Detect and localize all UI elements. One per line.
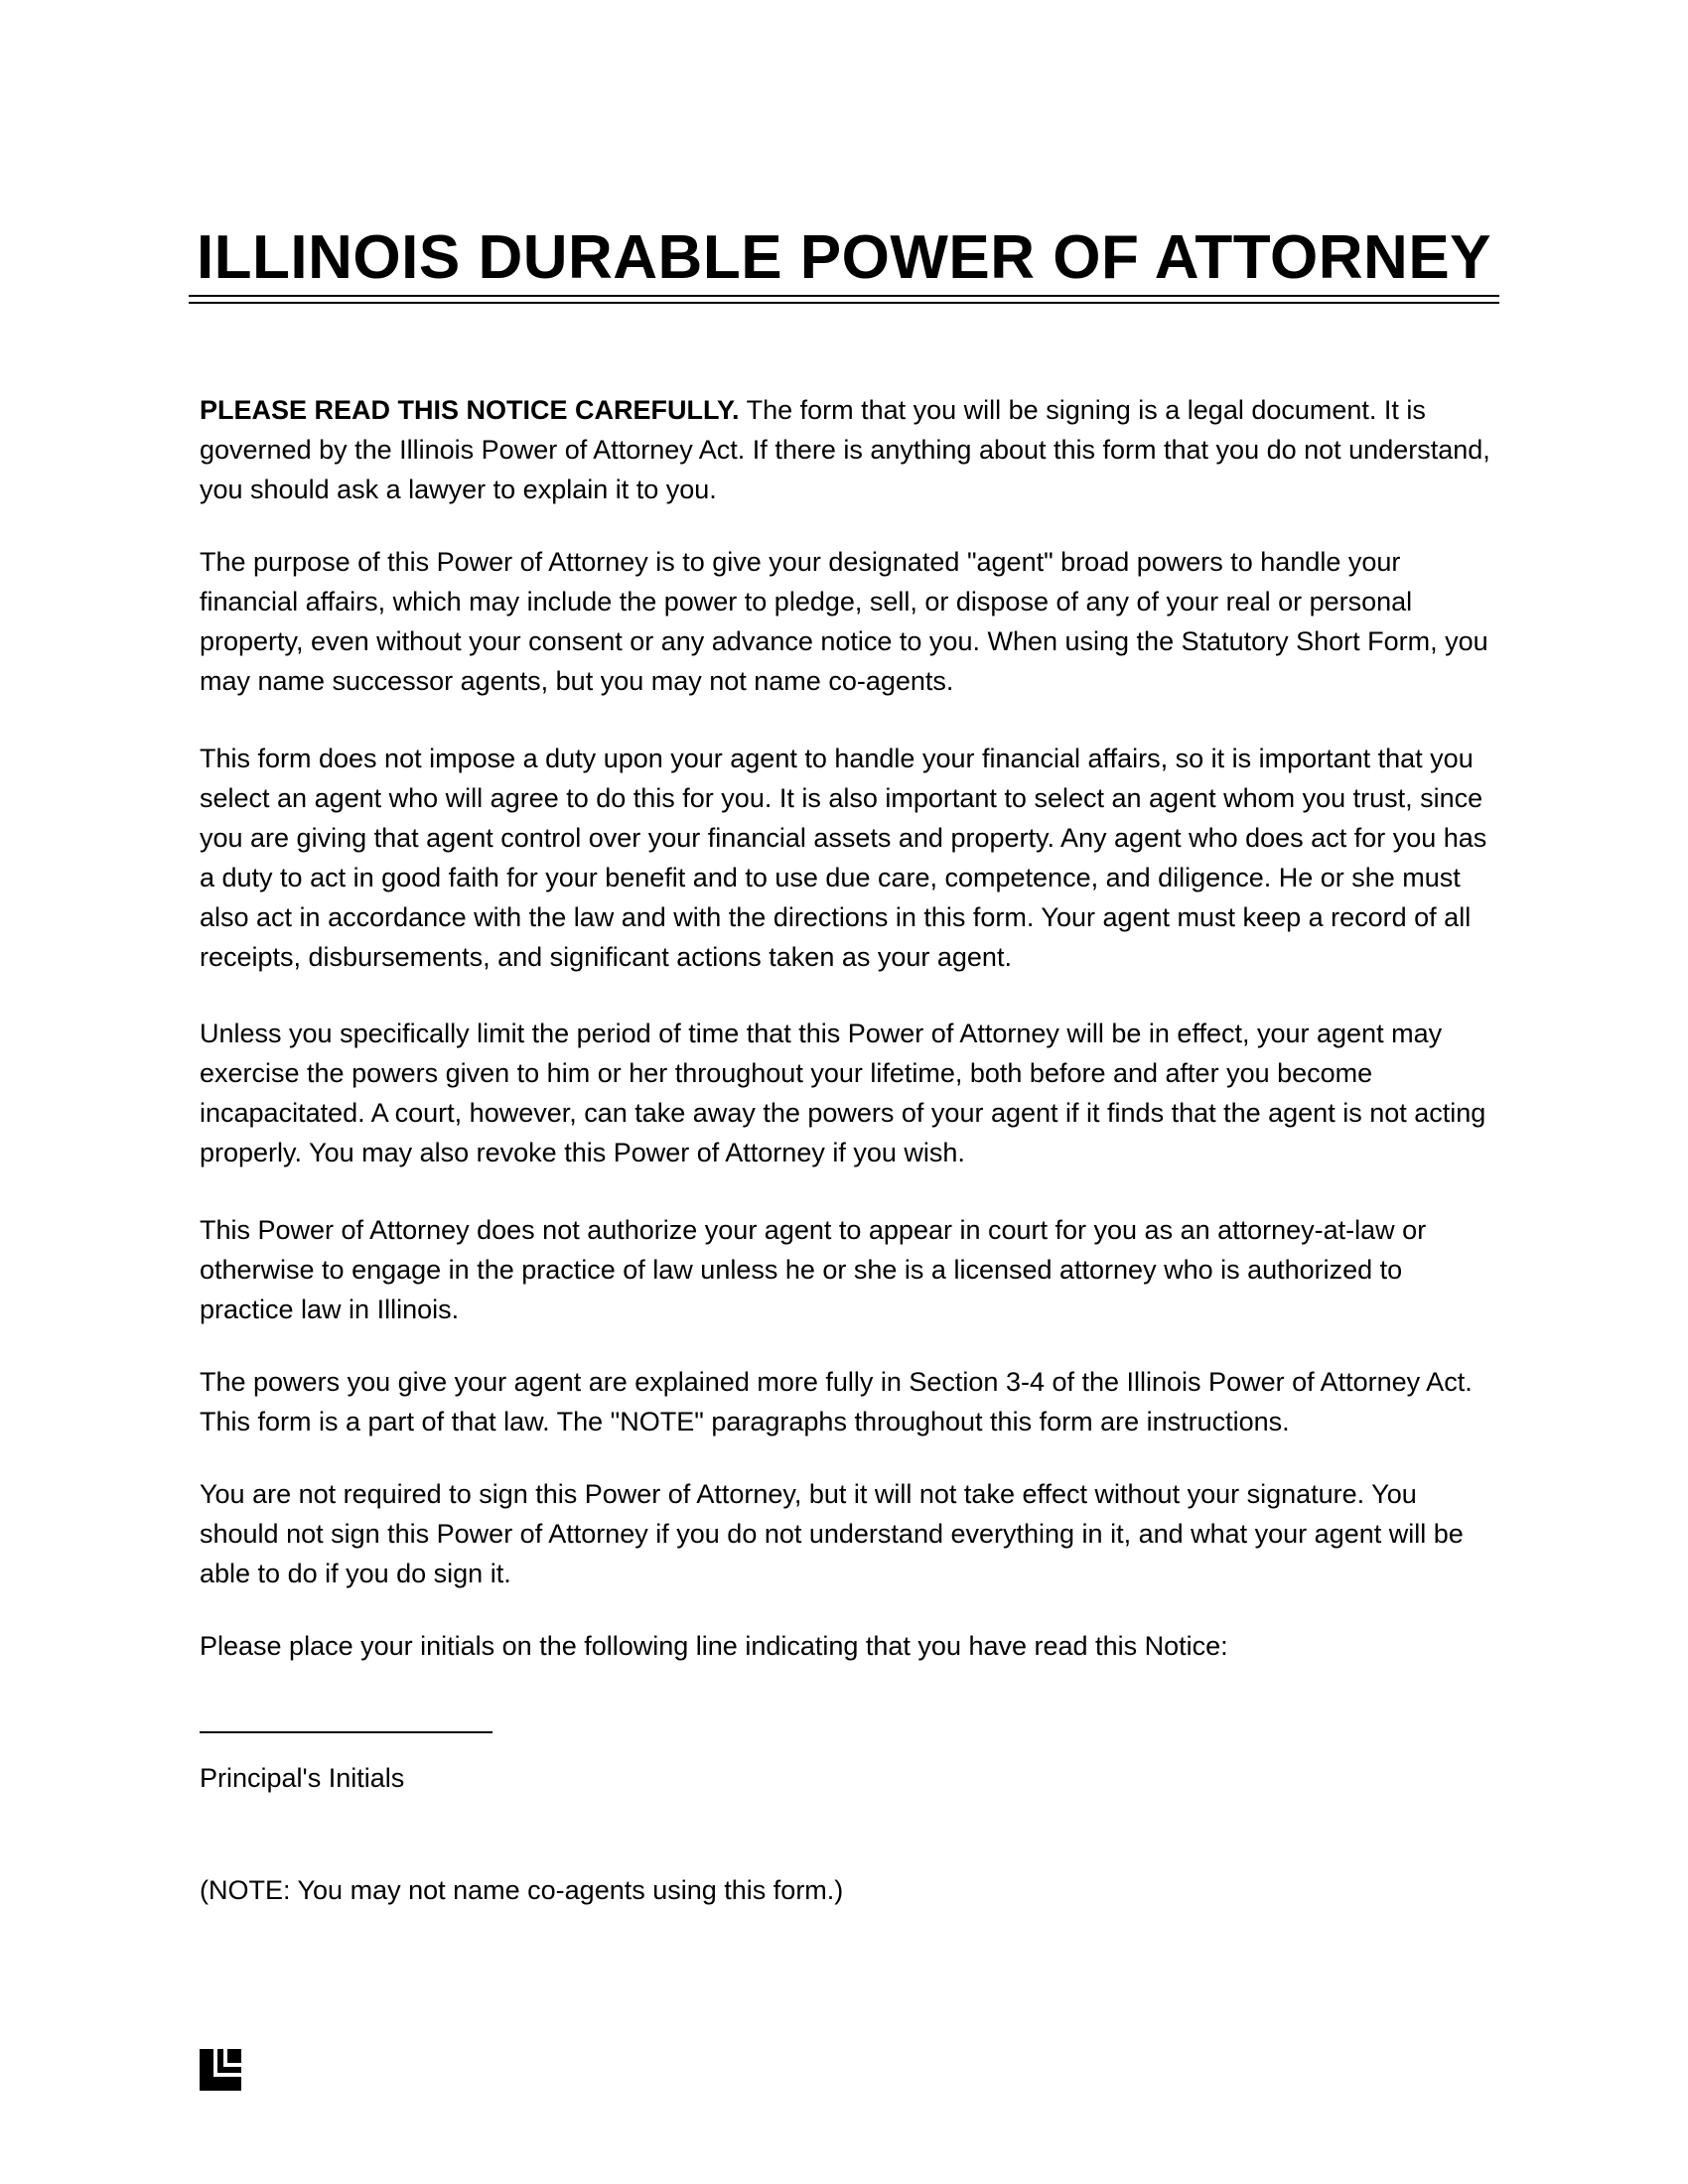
title-underline-double (189, 302, 1499, 304)
duty-paragraph: This form does not impose a duty upon your agent to handle your financial affairs, so it is important that you select an agent who will agree to do this for you. It is also important to select an agent whom you trust, since you are giving that agent control over your financial assets and property. Any agent who does act for you has a duty to act in good faith for your benefit and to use due care, competence, and diligence. He or she must also act in accordance with the law and with the directions in this form. Your agent must keep a record of all receipts, disbursements, and significant actions taken as your agent. (200, 744, 1487, 972)
notice-text: The form that you will be signing is a legal document. It is governed by the Illinois Power of Attorney Act. If there is anything about this form that you do not understand, you should ask a lawyer to explain it to you. (200, 395, 1490, 504)
document-logo-icon (200, 2049, 241, 2091)
title-underline (189, 295, 1499, 297)
initials-instruction: Please place your initials on the following line indicating that you have read this Notice: (200, 1631, 1228, 1661)
section-paragraph: The powers you give your agent are explained more fully in Section 3-4 of the Illinois Power of Attorney Act. This form is a part of that law. The "NOTE" paragraphs throughout this form are instructions. (200, 1367, 1473, 1436)
document-title: ILLINOIS DURABLE POWER OF ATTORNEY (196, 223, 1492, 292)
initials-label: Principal's Initials (200, 1763, 405, 1793)
purpose-paragraph: The purpose of this Power of Attorney is to give your designated "agent" broad powers to handle your financial affairs, which may include the power to pledge, sell, or dispose of any of your real or personal property, even without your consent or any advance notice to you. When using the Statutory Short Form, you may name successor agents, but you may not name co-agents. (200, 547, 1488, 696)
initials-line[interactable] (200, 1731, 492, 1733)
signature-paragraph: You are not required to sign this Power of Attorney, but it will not take effect without your signature. You should not sign this Power of Attorney if you do not understand everything in it, and what your agent will be able to do if you do sign it. (200, 1479, 1464, 1588)
period-paragraph: Unless you specifically limit the period of time that this Power of Attorney will be in effect, your agent may exercise the powers given to him or her throughout your lifetime, both before and after you become incapacitated. A court, however, can take away the powers of your agent if it finds that the agent is not acting properly. You may also revoke this Power of Attorney if you wish. (200, 1019, 1486, 1167)
co-agents-note: (NOTE: You may not name co-agents using this form.) (200, 1875, 844, 1905)
notice-paragraph (200, 390, 1490, 509)
court-paragraph: This Power of Attorney does not authorize your agent to appear in court for you as an attorney-at-law or otherwise to engage in the practice of law unless he or she is a licensed attorney who is authorized to practice law in Illinois. (200, 1215, 1427, 1324)
notice-lead: PLEASE READ THIS NOTICE CAREFULLY. (200, 395, 740, 425)
